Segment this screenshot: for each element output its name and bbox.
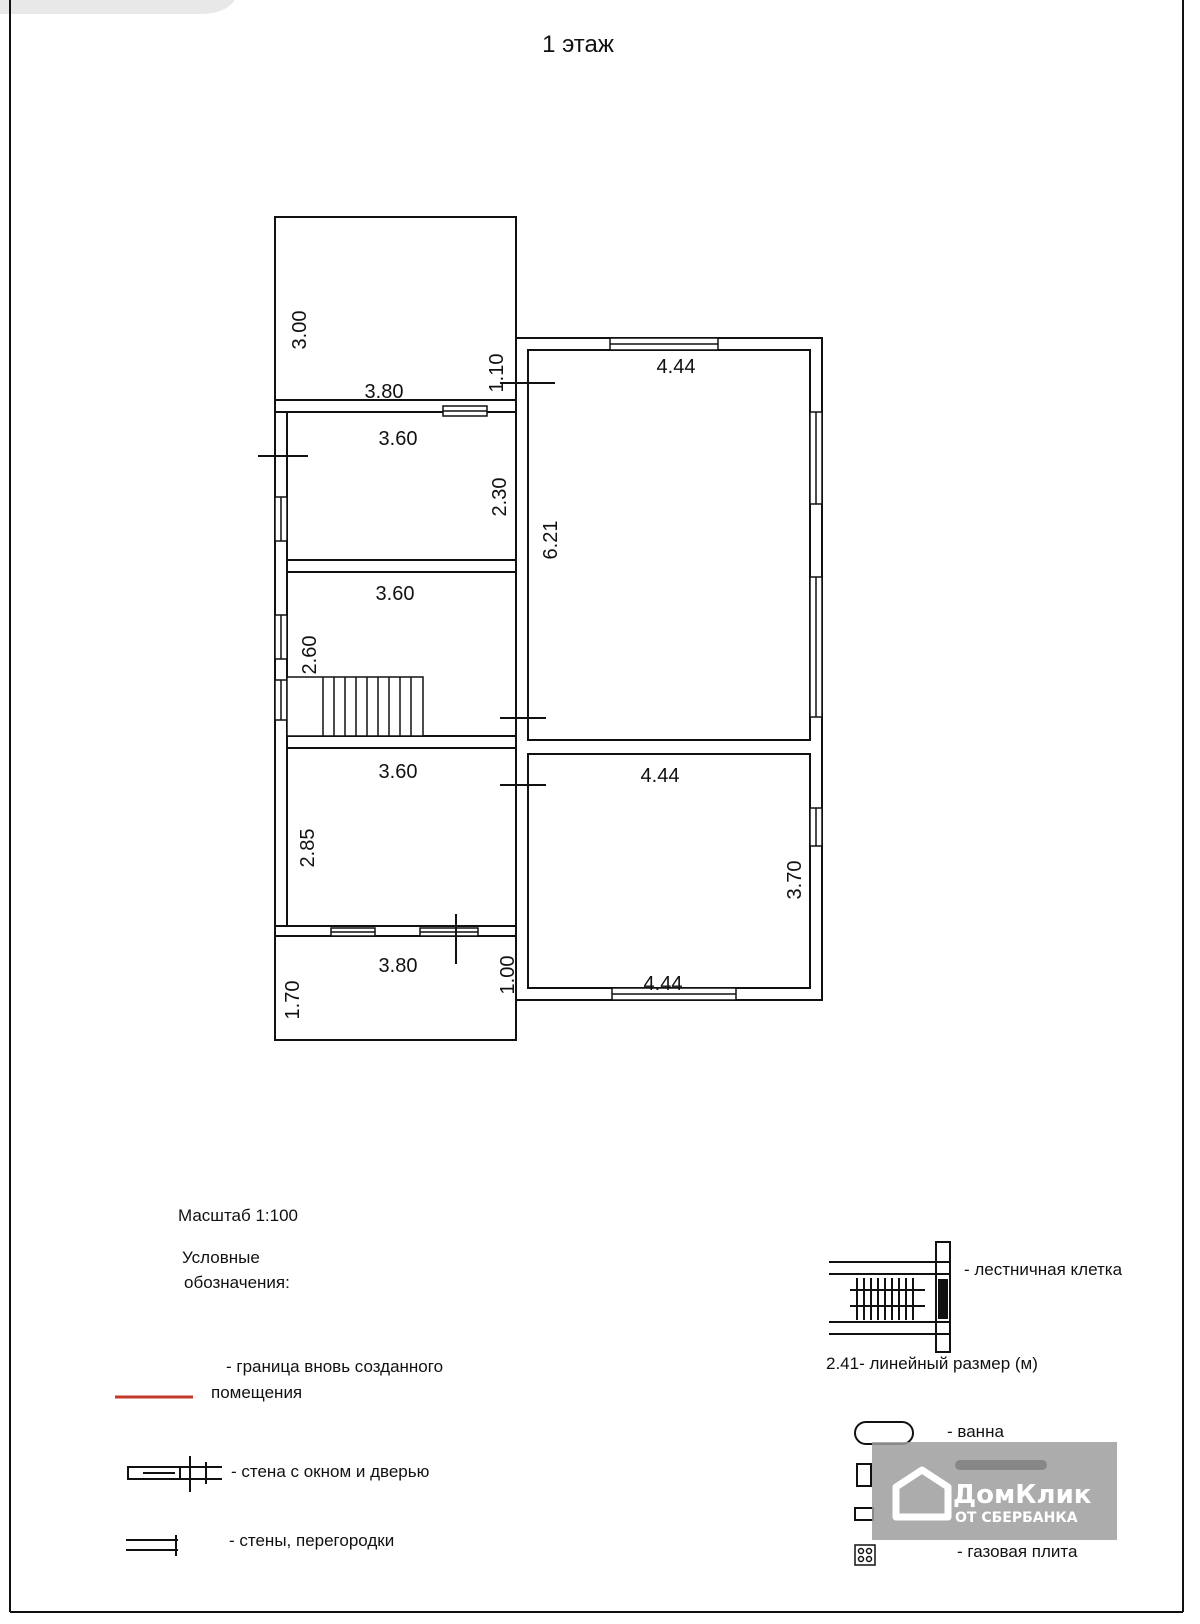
legend-gas-stove: - газовая плита [957, 1542, 1078, 1561]
dim-big-room-width: 4.44 [656, 356, 696, 378]
corner-shadow [0, 0, 235, 14]
legend-linear-size: 2.41- линейный размер (м) [826, 1354, 1038, 1373]
watermark-brand: ДомКлик [953, 1480, 1092, 1510]
legend-heading-1: Условные [182, 1248, 260, 1267]
watermark-sub: ОТ СБЕРБАНКА [955, 1510, 1078, 1526]
dim-right-bottom-bottom-width: 4.44 [643, 973, 683, 995]
dim-big-room-height: 6.21 [540, 520, 562, 560]
dim-room-c-height: 2.85 [297, 828, 319, 868]
stairs [287, 677, 423, 736]
dim-right-bottom-top-width: 4.44 [640, 765, 680, 787]
legend-wall-window-door: - стена с окном и дверью [231, 1462, 430, 1481]
dim-left-bottom-height: 1.70 [282, 980, 304, 1020]
page-title: 1 этаж [542, 31, 614, 58]
dim-room-b-height: 2.60 [299, 635, 321, 675]
left-outer-wall [275, 400, 287, 935]
scale-label: Масштаб 1:100 [178, 1206, 298, 1225]
dim-right-bottom-height: 3.70 [784, 860, 806, 900]
dim-left-bottom-width: 3.80 [378, 955, 418, 977]
legend-border-1: - граница вновь созданного [226, 1357, 444, 1376]
legend-heading-2: обозначения: [184, 1273, 290, 1292]
domclick-watermark [872, 1442, 1117, 1540]
legend-walls: - стены, перегородки [229, 1531, 395, 1550]
dim-room-a-width: 3.60 [378, 428, 418, 450]
legend-bath: - ванна [947, 1422, 1004, 1441]
dim-bottom-step-height: 1.00 [497, 955, 519, 995]
right-bottom-room [528, 754, 810, 988]
dim-room-c-width: 3.60 [378, 761, 418, 783]
dim-left-top-height: 3.00 [289, 310, 311, 350]
big-room [528, 350, 810, 740]
dim-room-a-height: 2.30 [489, 477, 511, 517]
legend-border-2: помещения [211, 1383, 303, 1402]
wall-bottom-left [275, 926, 516, 936]
dim-left-top-width: 3.80 [364, 381, 404, 403]
legend-stairwell: - лестничная клетка [964, 1260, 1123, 1279]
dim-room-b-width: 3.60 [375, 583, 415, 605]
dim-passage-height: 1.10 [486, 353, 508, 393]
